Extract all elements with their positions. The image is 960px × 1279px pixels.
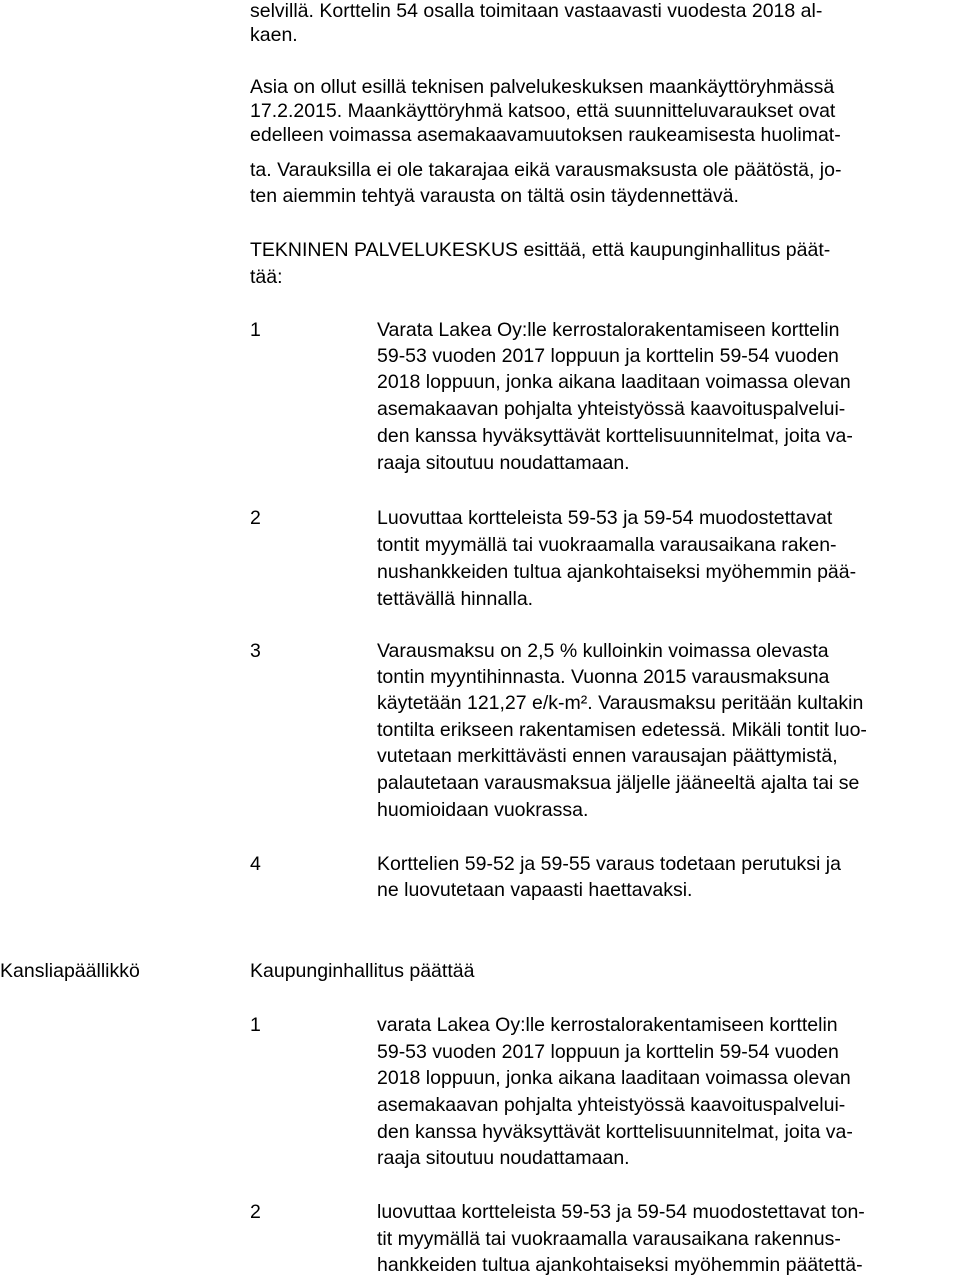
proposal-item-line: tontit myymällä tai vuokraamalla varausaikana raken- (377, 534, 837, 556)
decision-maker-label: Kansliapäällikkö (0, 960, 140, 982)
decision-item-line: luovuttaa kortteleista 59-53 ja 59-54 muodostettavat ton- (377, 1201, 865, 1223)
background-line: ta. Varauksilla ei ole takarajaa eikä varausmaksusta ole päätöstä, jo- (250, 159, 842, 181)
proposal-item-line: tettävällä hinnalla. (377, 588, 534, 610)
proposal-item-line: tontilta erikseen rakentamisen edetessä. Mikäli tontit luo- (377, 719, 867, 741)
background-line: ten aiemmin tehtyä varausta on tältä osin täydennettävä. (250, 185, 739, 207)
decision-item-line: 59-53 vuoden 2017 loppuun ja korttelin 59-54 vuoden (377, 1041, 839, 1063)
proposal-item-line: huomioidaan vuokrassa. (377, 799, 589, 821)
decision-item-line: hankkeiden tultua ajankohtaiseksi myöhemmin päätettä- (377, 1254, 863, 1276)
proposal-item-line: asemakaavan pohjalta yhteistyössä kaavoituspalvelui- (377, 398, 846, 420)
decision-item-number: 2 (250, 1201, 261, 1223)
proposal-item-line: 2018 loppuun, jonka aikana laaditaan voimassa olevan (377, 371, 851, 393)
background-line: edelleen voimassa asemakaavamuutoksen raukeamisesta huolimat- (250, 124, 841, 146)
proposal-item-line: käytetään 121,27 e/k-m². Varausmaksu peritään kultakin (377, 692, 864, 714)
decision-item-line: 2018 loppuun, jonka aikana laaditaan voimassa olevan (377, 1067, 851, 1089)
decision-item-number: 1 (250, 1014, 261, 1036)
proposal-item-line: den kanssa hyväksyttävät korttelisuunnitelmat, joita va- (377, 425, 853, 447)
proposal-item-line: tontin myyntihinnasta. Vuonna 2015 varausmaksuna (377, 666, 830, 688)
proposal-item-number: 3 (250, 640, 261, 662)
decision-item-line: raaja sitoutuu noudattamaan. (377, 1147, 630, 1169)
proposal-item-line: Varausmaksu on 2,5 % kulloinkin voimassa olevasta (377, 640, 829, 662)
decision-heading: Kaupunginhallitus päättää (250, 960, 475, 982)
proposal-item-number: 1 (250, 319, 261, 341)
proposal-item-line: Korttelien 59-52 ja 59-55 varaus todetaan perutuksi ja (377, 853, 841, 875)
proposal-item-number: 2 (250, 507, 261, 529)
intro-line: kaen. (250, 24, 298, 46)
proposal-item-line: Varata Lakea Oy:lle kerrostalorakentamiseen korttelin (377, 319, 840, 341)
proposal-line: TEKNINEN PALVELUKESKUS esittää, että kaupunginhallitus päät- (250, 239, 831, 261)
intro-line: selvillä. Korttelin 54 osalla toimitaan vastaavasti vuodesta 2018 al- (250, 0, 823, 22)
proposal-item-line: 59-53 vuoden 2017 loppuun ja korttelin 59-54 vuoden (377, 345, 839, 367)
proposal-item-line: vutetaan merkittävästi ennen varausajan päättymistä, (377, 745, 838, 767)
decision-item-line: asemakaavan pohjalta yhteistyössä kaavoituspalvelui- (377, 1094, 846, 1116)
background-line: Asia on ollut esillä teknisen palvelukeskuksen maankäyttöryhmässä (250, 76, 835, 98)
proposal-item-line: raaja sitoutuu noudattamaan. (377, 452, 630, 474)
proposal-item-line: nushankkeiden tultua ajankohtaiseksi myöhemmin pää- (377, 561, 857, 583)
decision-item-line: varata Lakea Oy:lle kerrostalorakentamiseen korttelin (377, 1014, 838, 1036)
background-line: 17.2.2015. Maankäyttöryhmä katsoo, että suunnitteluvaraukset ovat (250, 100, 836, 122)
proposal-item-line: palautetaan varausmaksua jäljelle jääneeltä ajalta tai se (377, 772, 860, 794)
proposal-item-line: ne luovutetaan vapaasti haettavaksi. (377, 879, 693, 901)
decision-item-line: den kanssa hyväksyttävät korttelisuunnitelmat, joita va- (377, 1121, 853, 1143)
proposal-item-number: 4 (250, 853, 261, 875)
decision-item-line: tit myymällä tai vuokraamalla varausaikana rakennus- (377, 1228, 841, 1250)
proposal-line: tää: (250, 266, 283, 288)
proposal-item-line: Luovuttaa kortteleista 59-53 ja 59-54 muodostettavat (377, 507, 833, 529)
